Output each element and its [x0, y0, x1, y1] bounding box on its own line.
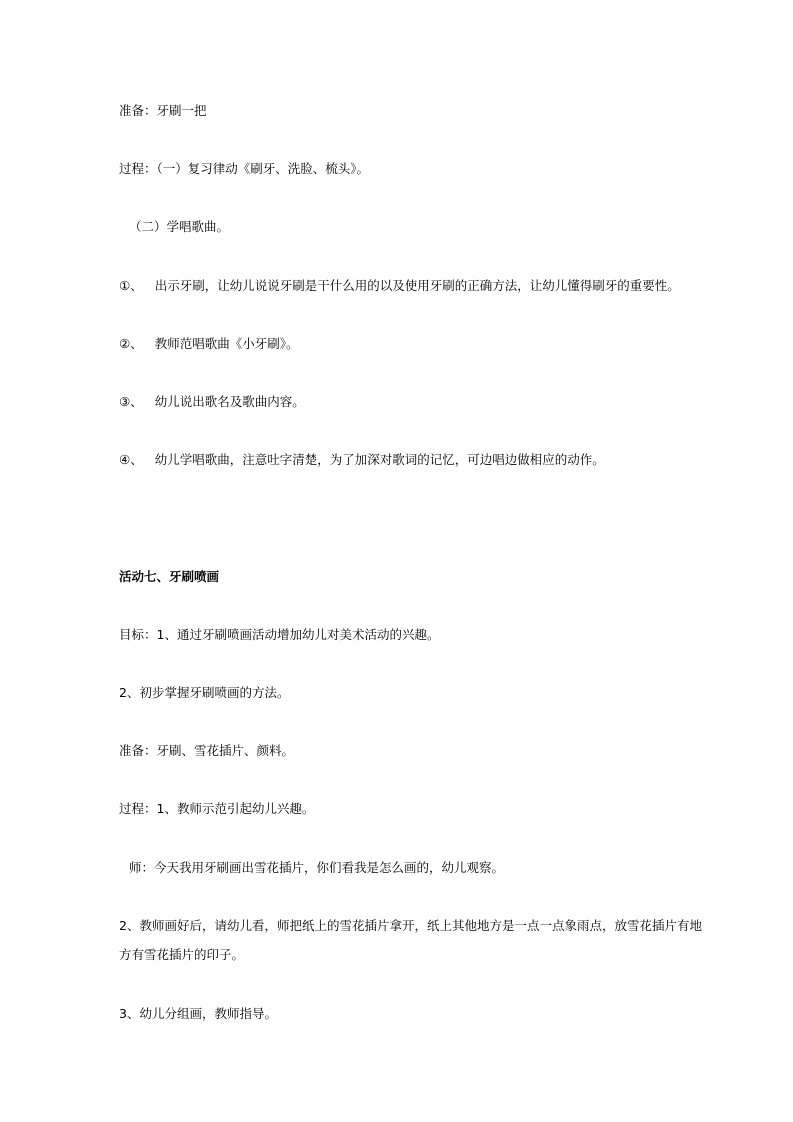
step-3-line	[119, 394, 305, 410]
step-2-desc-cont: 方有雪花插片的印子。	[119, 947, 245, 962]
step-3-desc-line: 3、幼儿分组画，教师指导。	[119, 1006, 277, 1021]
step-2-line	[119, 336, 298, 352]
process-2-line: 过程：1、教师示范引起幼儿兴趣。	[119, 801, 315, 816]
step-3-text: 幼儿说出歌名及歌曲内容。	[154, 394, 305, 409]
step-4-number: ④、	[119, 452, 143, 467]
goal-2-line: 2、初步掌握牙刷喷画的方法。	[119, 685, 290, 700]
process-line: 过程：（一）复习律动《刷牙、洗脸、梳头》。	[119, 161, 370, 176]
step-3-number: ③、	[119, 394, 143, 409]
materials-line: 准备：牙刷、雪花插片、颜料。	[119, 743, 295, 758]
step-2-number: ②、	[119, 336, 143, 351]
teacher-line: 师：今天我用牙刷画出雪花插片，你们看我是怎么画的，幼儿观察。	[129, 860, 505, 875]
step-4-line	[119, 452, 605, 468]
activity-heading: 活动七、牙刷喷画	[119, 569, 220, 584]
goal-line: 目标：1、通过牙刷喷画活动增加幼儿对美术活动的兴趣。	[119, 627, 440, 642]
preparation-line: 准备：牙刷一把	[119, 103, 207, 118]
sub-process-line: （二）学唱歌曲。	[129, 219, 230, 234]
step-1-number: ①、	[119, 278, 143, 293]
step-2-desc-line: 2、教师画好后，请幼儿看，师把纸上的雪花插片拿开，纸上其他地方是一点一点象雨点，放雪花插片有地	[119, 918, 702, 933]
step-1-text: 出示牙刷，让幼儿说说牙刷是干什么用的以及使用牙刷的正确方法，让幼儿懂得刷牙的重要性。	[154, 278, 680, 293]
step-2-text: 教师范唱歌曲《小牙刷》。	[154, 336, 299, 351]
step-4-text: 幼儿学唱歌曲，注意吐字清楚，为了加深对歌词的记忆，可边唱边做相应的动作。	[154, 452, 605, 467]
step-1-line	[119, 278, 680, 294]
